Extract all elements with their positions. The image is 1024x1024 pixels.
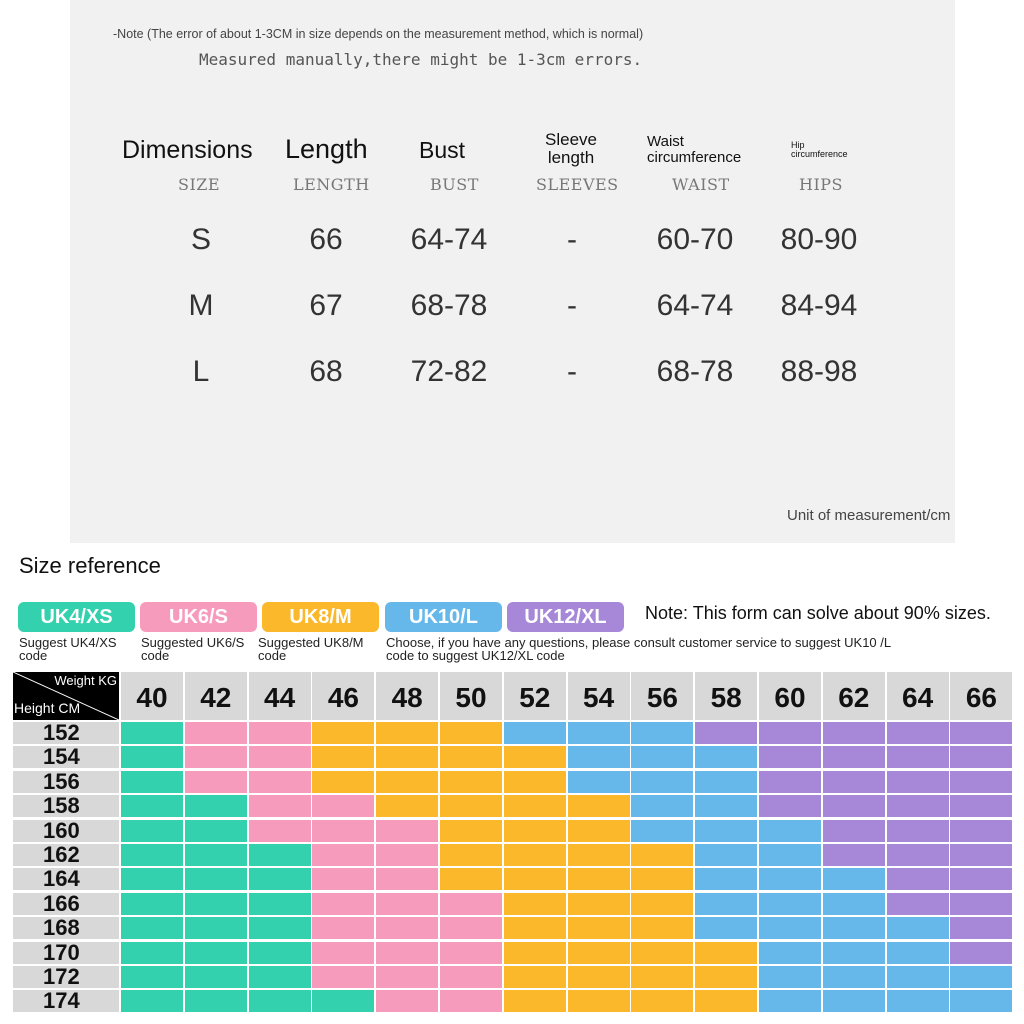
grid-cell-164-66 — [950, 868, 1012, 890]
row-m-length: 67 — [309, 289, 343, 322]
suggest-uk6: Suggested UK6/S code — [141, 635, 245, 663]
grid-cell-154-62 — [823, 746, 885, 768]
grid-cell-156-56 — [631, 771, 693, 793]
grid-cell-174-58 — [695, 990, 757, 1012]
grid-cell-172-66 — [950, 966, 1012, 988]
grid-cell-154-66 — [950, 746, 1012, 768]
header-waist: Waist circumference — [647, 133, 742, 166]
grid-cell-152-58 — [695, 722, 757, 744]
grid-cell-162-56 — [631, 844, 693, 866]
grid-cell-168-58 — [695, 917, 757, 939]
grid-cell-166-40 — [121, 893, 183, 915]
grid-cell-166-56 — [631, 893, 693, 915]
grid-cell-154-42 — [185, 746, 247, 768]
height-label-164: 164 — [13, 868, 119, 890]
subheader-bust: BUST — [430, 175, 479, 194]
grid-cell-168-46 — [312, 917, 374, 939]
grid-cell-174-50 — [440, 990, 502, 1012]
grid-cell-156-62 — [823, 771, 885, 793]
grid-cell-164-62 — [823, 868, 885, 890]
grid-cell-172-46 — [312, 966, 374, 988]
height-label-160: 160 — [13, 820, 119, 842]
header-length: Length — [285, 134, 368, 164]
grid-cell-164-50 — [440, 868, 502, 890]
grid-cell-154-48 — [376, 746, 438, 768]
row-l-hips: 88-98 — [780, 355, 858, 388]
weight-header-46: 46 — [312, 672, 374, 720]
row-s-sleeve: - — [567, 223, 577, 256]
grid-cell-156-54 — [568, 771, 630, 793]
grid-cell-170-56 — [631, 942, 693, 964]
grid-cell-160-46 — [312, 820, 374, 842]
form-note: Note: This form can solve about 90% sizes. — [645, 603, 991, 623]
grid-cell-166-46 — [312, 893, 374, 915]
grid-cell-152-46 — [312, 722, 374, 744]
grid-cell-156-44 — [249, 771, 311, 793]
grid-cell-154-50 — [440, 746, 502, 768]
grid-cell-162-48 — [376, 844, 438, 866]
grid-cell-162-54 — [568, 844, 630, 866]
grid-cell-162-50 — [440, 844, 502, 866]
grid-cell-160-44 — [249, 820, 311, 842]
row-m-sleeve: - — [567, 289, 577, 322]
grid-cell-166-52 — [504, 893, 566, 915]
grid-cell-168-44 — [249, 917, 311, 939]
subheader-waist: WAIST — [672, 175, 730, 194]
grid-cell-172-64 — [887, 966, 949, 988]
grid-cell-154-64 — [887, 746, 949, 768]
grid-cell-172-48 — [376, 966, 438, 988]
height-label-162: 162 — [13, 844, 119, 866]
grid-cell-172-58 — [695, 966, 757, 988]
grid-cell-152-48 — [376, 722, 438, 744]
error-note: -Note (The error of about 1-3CM in size depends on the measurement method, which is normal) — [113, 27, 644, 41]
badge-uk6-s: UK6/S — [140, 602, 257, 632]
row-m-hips: 84-94 — [780, 289, 858, 322]
grid-cell-162-66 — [950, 844, 1012, 866]
grid-cell-154-56 — [631, 746, 693, 768]
grid-cell-162-60 — [759, 844, 821, 866]
height-label-154: 154 — [13, 746, 119, 768]
grid-cell-152-66 — [950, 722, 1012, 744]
grid-cell-174-46 — [312, 990, 374, 1012]
grid-cell-172-44 — [249, 966, 311, 988]
badge-uk4-xs: UK4/XS — [18, 602, 135, 632]
grid-cell-158-60 — [759, 795, 821, 817]
size-reference-title: Size reference — [19, 553, 161, 578]
weight-header-42: 42 — [185, 672, 247, 720]
grid-cell-172-62 — [823, 966, 885, 988]
grid-cell-164-60 — [759, 868, 821, 890]
weight-header-62: 62 — [823, 672, 885, 720]
height-label-158: 158 — [13, 795, 119, 817]
weight-header-66: 66 — [950, 672, 1012, 720]
grid-cell-168-60 — [759, 917, 821, 939]
grid-cell-158-64 — [887, 795, 949, 817]
grid-cell-170-58 — [695, 942, 757, 964]
row-m-waist: 64-74 — [656, 289, 734, 322]
grid-cell-156-66 — [950, 771, 1012, 793]
grid-cell-154-60 — [759, 746, 821, 768]
grid-cell-162-52 — [504, 844, 566, 866]
header-bust: Bust — [419, 137, 466, 163]
grid-cell-158-54 — [568, 795, 630, 817]
row-m-size: M — [188, 289, 214, 322]
grid-cell-174-64 — [887, 990, 949, 1012]
grid-cell-164-44 — [249, 868, 311, 890]
row-l-waist: 68-78 — [656, 355, 734, 388]
grid-cell-166-54 — [568, 893, 630, 915]
header-hip: Hip circumference — [791, 140, 848, 160]
subheader-hips: HIPS — [799, 175, 843, 194]
grid-cell-156-40 — [121, 771, 183, 793]
grid-cell-166-58 — [695, 893, 757, 915]
grid-cell-162-40 — [121, 844, 183, 866]
header-dimensions: Dimensions — [122, 136, 253, 164]
grid-cell-156-42 — [185, 771, 247, 793]
row-l-size: L — [192, 355, 210, 388]
grid-cell-158-40 — [121, 795, 183, 817]
weight-header-60: 60 — [759, 672, 821, 720]
grid-cell-158-66 — [950, 795, 1012, 817]
grid-cell-164-46 — [312, 868, 374, 890]
weight-header-52: 52 — [504, 672, 566, 720]
grid-cell-154-54 — [568, 746, 630, 768]
grid-cell-152-50 — [440, 722, 502, 744]
grid-cell-152-60 — [759, 722, 821, 744]
grid-cell-156-58 — [695, 771, 757, 793]
grid-cell-174-40 — [121, 990, 183, 1012]
grid-cell-164-42 — [185, 868, 247, 890]
row-s-waist: 60-70 — [656, 223, 734, 256]
grid-cell-166-48 — [376, 893, 438, 915]
grid-cell-166-60 — [759, 893, 821, 915]
suggest-uk8: Suggested UK8/M code — [258, 635, 364, 663]
grid-cell-172-56 — [631, 966, 693, 988]
grid-cell-158-50 — [440, 795, 502, 817]
row-s-size: S — [190, 223, 212, 256]
grid-corner-header — [13, 672, 119, 720]
header-sleeve-length: Sleeve length — [545, 130, 597, 167]
height-label-172: 172 — [13, 966, 119, 988]
grid-cell-170-42 — [185, 942, 247, 964]
grid-cell-152-40 — [121, 722, 183, 744]
grid-cell-164-48 — [376, 868, 438, 890]
grid-cell-168-66 — [950, 917, 1012, 939]
subheader-sleeves: SLEEVES — [536, 175, 619, 194]
row-l-sleeve: - — [567, 355, 577, 388]
grid-cell-168-40 — [121, 917, 183, 939]
grid-cell-164-40 — [121, 868, 183, 890]
manual-measure-note: Measured manually,there might be 1-3cm errors. — [199, 50, 643, 69]
grid-cell-152-42 — [185, 722, 247, 744]
height-label-152: 152 — [13, 722, 119, 744]
grid-cell-174-48 — [376, 990, 438, 1012]
grid-cell-172-50 — [440, 966, 502, 988]
weight-header-64: 64 — [887, 672, 949, 720]
grid-cell-174-66 — [950, 990, 1012, 1012]
grid-cell-166-66 — [950, 893, 1012, 915]
grid-cell-156-48 — [376, 771, 438, 793]
grid-cell-174-62 — [823, 990, 885, 1012]
grid-cell-174-44 — [249, 990, 311, 1012]
grid-cell-152-44 — [249, 722, 311, 744]
grid-cell-170-54 — [568, 942, 630, 964]
grid-cell-160-48 — [376, 820, 438, 842]
grid-cell-160-40 — [121, 820, 183, 842]
grid-cell-160-62 — [823, 820, 885, 842]
grid-cell-164-54 — [568, 868, 630, 890]
grid-cell-168-50 — [440, 917, 502, 939]
grid-cell-158-44 — [249, 795, 311, 817]
weight-header-44: 44 — [249, 672, 311, 720]
grid-cell-154-40 — [121, 746, 183, 768]
measurement-panel — [70, 0, 955, 543]
grid-cell-162-62 — [823, 844, 885, 866]
grid-cell-152-54 — [568, 722, 630, 744]
height-label-168: 168 — [13, 917, 119, 939]
grid-cell-172-42 — [185, 966, 247, 988]
grid-cell-160-50 — [440, 820, 502, 842]
grid-cell-152-52 — [504, 722, 566, 744]
row-s-length: 66 — [309, 223, 343, 256]
weight-header-54: 54 — [568, 672, 630, 720]
suggest-uk4: Suggest UK4/XS code — [19, 635, 117, 663]
height-label-156: 156 — [13, 771, 119, 793]
grid-cell-164-52 — [504, 868, 566, 890]
grid-cell-152-64 — [887, 722, 949, 744]
grid-cell-152-62 — [823, 722, 885, 744]
weight-label: Weight KG — [54, 673, 117, 688]
grid-cell-154-52 — [504, 746, 566, 768]
subheader-size: SIZE — [178, 175, 221, 194]
grid-cell-168-42 — [185, 917, 247, 939]
grid-cell-170-66 — [950, 942, 1012, 964]
grid-cell-170-52 — [504, 942, 566, 964]
grid-cell-162-44 — [249, 844, 311, 866]
grid-cell-160-42 — [185, 820, 247, 842]
weight-header-48: 48 — [376, 672, 438, 720]
grid-cell-154-58 — [695, 746, 757, 768]
grid-cell-168-64 — [887, 917, 949, 939]
grid-cell-154-46 — [312, 746, 374, 768]
grid-cell-160-56 — [631, 820, 693, 842]
grid-cell-170-64 — [887, 942, 949, 964]
grid-cell-160-54 — [568, 820, 630, 842]
weight-header-56: 56 — [631, 672, 693, 720]
grid-cell-174-42 — [185, 990, 247, 1012]
subheader-length: LENGTH — [293, 175, 370, 194]
grid-cell-166-64 — [887, 893, 949, 915]
height-label-174: 174 — [13, 990, 119, 1012]
grid-cell-174-52 — [504, 990, 566, 1012]
grid-cell-158-46 — [312, 795, 374, 817]
grid-cell-166-44 — [249, 893, 311, 915]
grid-cell-170-44 — [249, 942, 311, 964]
grid-cell-156-46 — [312, 771, 374, 793]
grid-cell-168-54 — [568, 917, 630, 939]
grid-cell-160-66 — [950, 820, 1012, 842]
grid-cell-160-64 — [887, 820, 949, 842]
weight-header-58: 58 — [695, 672, 757, 720]
grid-cell-158-58 — [695, 795, 757, 817]
grid-cell-158-48 — [376, 795, 438, 817]
grid-cell-170-50 — [440, 942, 502, 964]
grid-cell-172-54 — [568, 966, 630, 988]
grid-cell-168-62 — [823, 917, 885, 939]
height-label-170: 170 — [13, 942, 119, 964]
grid-cell-170-60 — [759, 942, 821, 964]
grid-cell-160-58 — [695, 820, 757, 842]
badge-uk12-xl: UK12/XL — [507, 602, 624, 632]
height-label: Height CM — [14, 700, 81, 716]
row-m-bust: 68-78 — [410, 289, 488, 322]
grid-cell-172-52 — [504, 966, 566, 988]
grid-cell-156-60 — [759, 771, 821, 793]
grid-cell-166-50 — [440, 893, 502, 915]
grid-cell-172-40 — [121, 966, 183, 988]
grid-cell-174-60 — [759, 990, 821, 1012]
grid-cell-158-56 — [631, 795, 693, 817]
grid-cell-156-50 — [440, 771, 502, 793]
grid-cell-162-64 — [887, 844, 949, 866]
grid-cell-162-42 — [185, 844, 247, 866]
grid-cell-152-56 — [631, 722, 693, 744]
grid-cell-162-46 — [312, 844, 374, 866]
grid-cell-172-60 — [759, 966, 821, 988]
weight-header-50: 50 — [440, 672, 502, 720]
grid-cell-164-64 — [887, 868, 949, 890]
grid-cell-156-64 — [887, 771, 949, 793]
grid-cell-170-40 — [121, 942, 183, 964]
grid-cell-168-56 — [631, 917, 693, 939]
badge-uk10-l: UK10/L — [385, 602, 502, 632]
row-s-bust: 64-74 — [410, 223, 488, 256]
grid-cell-174-54 — [568, 990, 630, 1012]
grid-cell-160-60 — [759, 820, 821, 842]
grid-cell-170-48 — [376, 942, 438, 964]
grid-cell-158-62 — [823, 795, 885, 817]
badge-uk8-m: UK8/M — [262, 602, 379, 632]
height-label-166: 166 — [13, 893, 119, 915]
unit-label: Unit of measurement/cm — [787, 507, 951, 524]
weight-header-40: 40 — [121, 672, 183, 720]
grid-cell-158-42 — [185, 795, 247, 817]
suggest-uk10-uk12: Choose, if you have any questions, please consult customer service to suggest UK10 /L code to suggest UK12/XL code — [386, 635, 891, 663]
row-l-length: 68 — [309, 355, 343, 388]
grid-cell-166-62 — [823, 893, 885, 915]
grid-cell-164-58 — [695, 868, 757, 890]
grid-cell-160-52 — [504, 820, 566, 842]
row-s-hips: 80-90 — [780, 223, 858, 256]
grid-cell-168-52 — [504, 917, 566, 939]
grid-cell-158-52 — [504, 795, 566, 817]
grid-cell-170-62 — [823, 942, 885, 964]
grid-cell-170-46 — [312, 942, 374, 964]
grid-cell-162-58 — [695, 844, 757, 866]
grid-cell-166-42 — [185, 893, 247, 915]
grid-cell-154-44 — [249, 746, 311, 768]
grid-cell-168-48 — [376, 917, 438, 939]
grid-cell-164-56 — [631, 868, 693, 890]
grid-cell-174-56 — [631, 990, 693, 1012]
row-l-bust: 72-82 — [410, 355, 488, 388]
grid-cell-156-52 — [504, 771, 566, 793]
